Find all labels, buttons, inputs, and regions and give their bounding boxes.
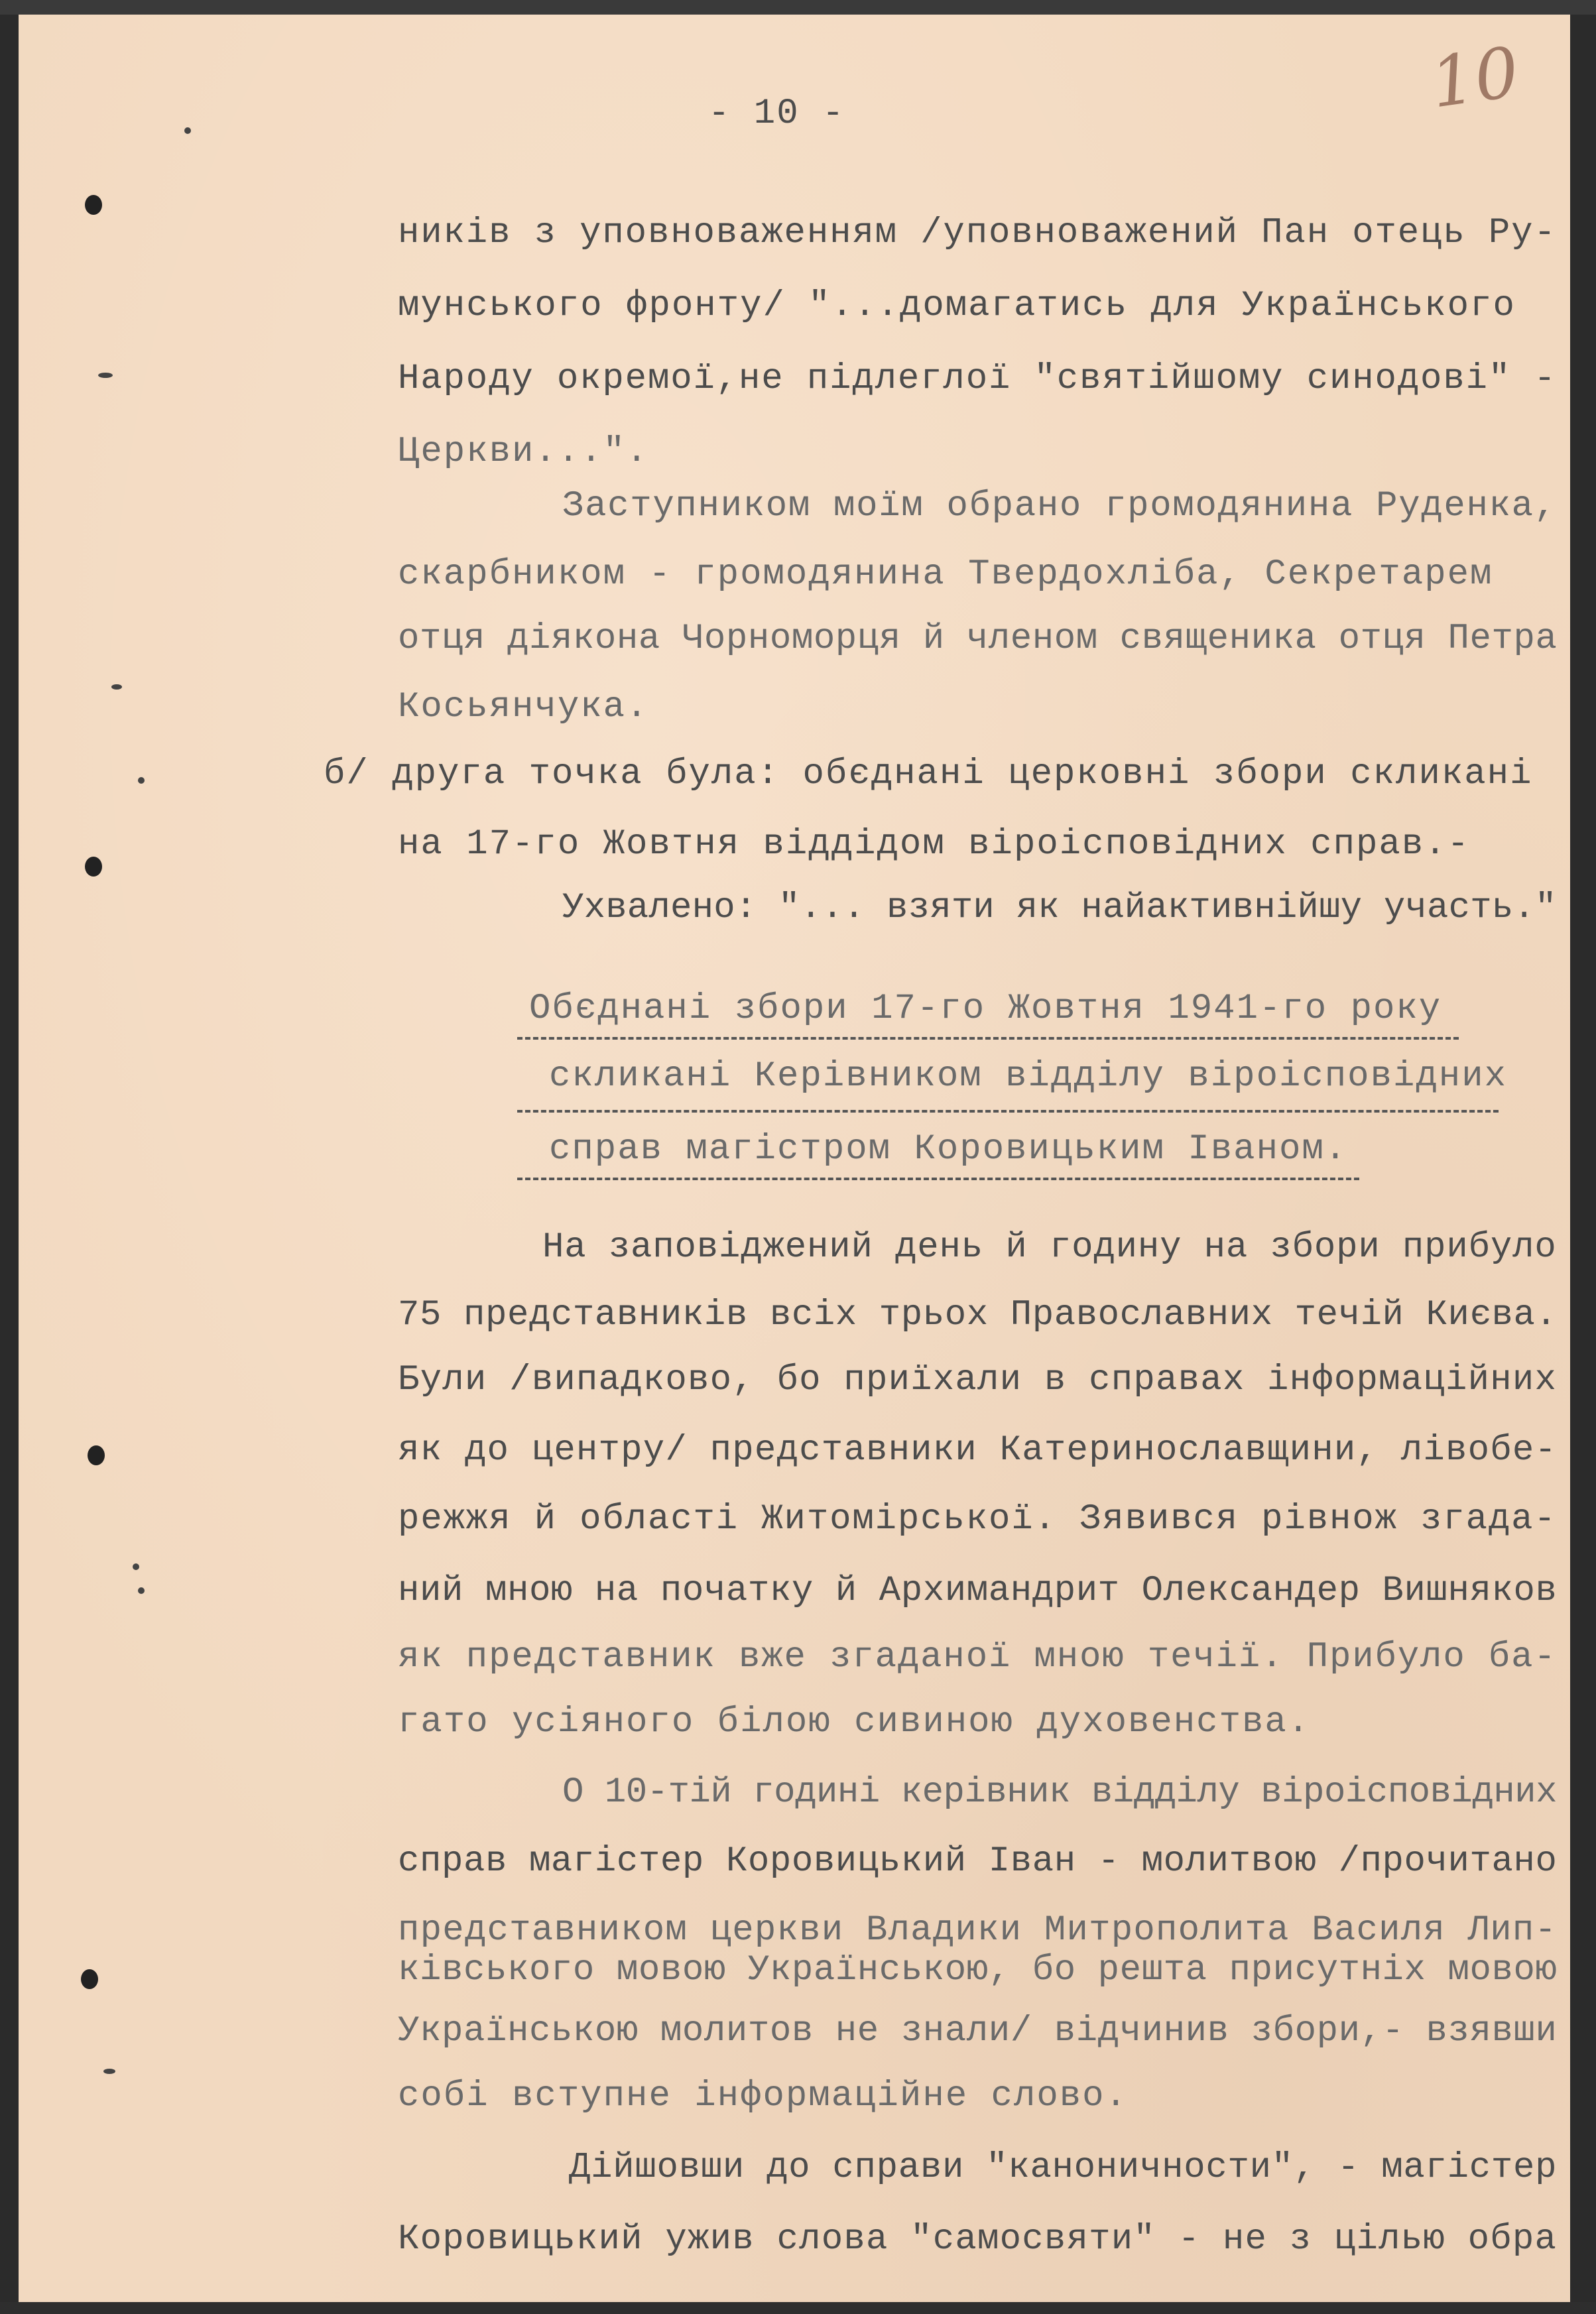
text-line: собі вступне інформаційне слово.: [398, 2076, 1128, 2116]
handwritten-page-number: 10: [1426, 31, 1524, 124]
text-line: ківського мовою Українською, бо решта присутніх мовою: [398, 1950, 1558, 1990]
page-header: - 10 -: [708, 93, 845, 134]
text-line: 75 представників всіх трьох Православних течій Києва.: [398, 1295, 1558, 1335]
text-line: Дійшовши до справи "каноничности", - магістер: [569, 2148, 1558, 2188]
text-line: скарбником - громодянина Твердохліба, Секретарем: [398, 554, 1493, 595]
text-line: б/ друга точка була: обєднані церковні збори скликані: [324, 754, 1533, 794]
punch-hole: [85, 857, 102, 877]
heading-underline: [517, 1110, 1499, 1113]
text-line: Заступником моїм обрано громодянина Руденка,: [562, 486, 1557, 526]
text-line: як до центру/ представники Катеринославщини, лівобе-: [398, 1430, 1558, 1471]
ink-speck: [111, 684, 122, 690]
punch-hole: [88, 1445, 105, 1465]
heading-underline: [517, 1178, 1359, 1180]
punch-hole: [85, 195, 102, 215]
ink-speck: [98, 373, 113, 378]
scan-bottom-edge: [0, 2302, 1596, 2314]
text-line: Косьянчука.: [398, 687, 649, 727]
ink-speck: [138, 777, 145, 784]
text-line: ний мною на початку й Архимандрит Олександер Вишняков: [398, 1571, 1558, 1611]
text-line: Коровицький ужив слова "самосвяти" - не з цілью обра: [398, 2219, 1558, 2260]
heading-underline: [517, 1037, 1459, 1040]
document-page: [19, 15, 1570, 2302]
section-heading-line: справ магістром Коровицьким Іваном.: [549, 1129, 1348, 1170]
text-line: отця діякона Чорноморця й членом священика отця Петра: [398, 619, 1558, 659]
text-line: Народу окремої,не підлеглої "святійшому синодові" -: [398, 359, 1557, 399]
ink-speck: [103, 2069, 115, 2074]
text-line: справ магістер Коровицький Іван - молитвою /прочитано: [398, 1841, 1558, 1882]
text-line: Українською молитов не знали/ відчинив збори,- взявши: [398, 2011, 1558, 2051]
ink-speck: [133, 1563, 139, 1570]
section-heading-line: скликані Керівником відділу віроісповідних: [549, 1056, 1508, 1097]
text-line: На заповіджений день й годину на збори прибуло: [542, 1227, 1557, 1268]
scan-top-edge: [0, 0, 1596, 15]
ink-speck: [138, 1587, 145, 1594]
text-line: ників з уповноваженням /уповноважений Пан отець Ру-: [398, 213, 1557, 253]
text-line: О 10-тій годині керівник відділу віроісповідних: [562, 1772, 1558, 1813]
ink-speck: [184, 127, 191, 134]
text-line: гато усіяного білою сивиною духовенства.: [398, 1702, 1311, 1742]
text-line: Церкви...".: [398, 432, 649, 472]
text-line: Були /випадково, бо приїхали в справах інформаційних: [398, 1360, 1558, 1400]
text-line: мунського фронту/ "...домагатись для Українського: [398, 286, 1516, 326]
text-line: як представник вже згаданої мною течії. Прибуло ба-: [398, 1637, 1557, 1677]
text-line: представником церкви Владики Митрополита Василя Лип-: [398, 1910, 1558, 1951]
text-line: Ухвалено: "... взяти як найактивнійшу участь.": [562, 888, 1557, 928]
section-heading-line: Обєднані збори 17-го Жовтня 1941-го року: [529, 989, 1442, 1029]
punch-hole: [81, 1969, 98, 1989]
text-line: на 17-го Жовтня віддідом віроісповідних справ.-: [398, 824, 1471, 865]
text-line: режжя й області Житомірської. Зявився рівнож згада-: [398, 1499, 1557, 1540]
